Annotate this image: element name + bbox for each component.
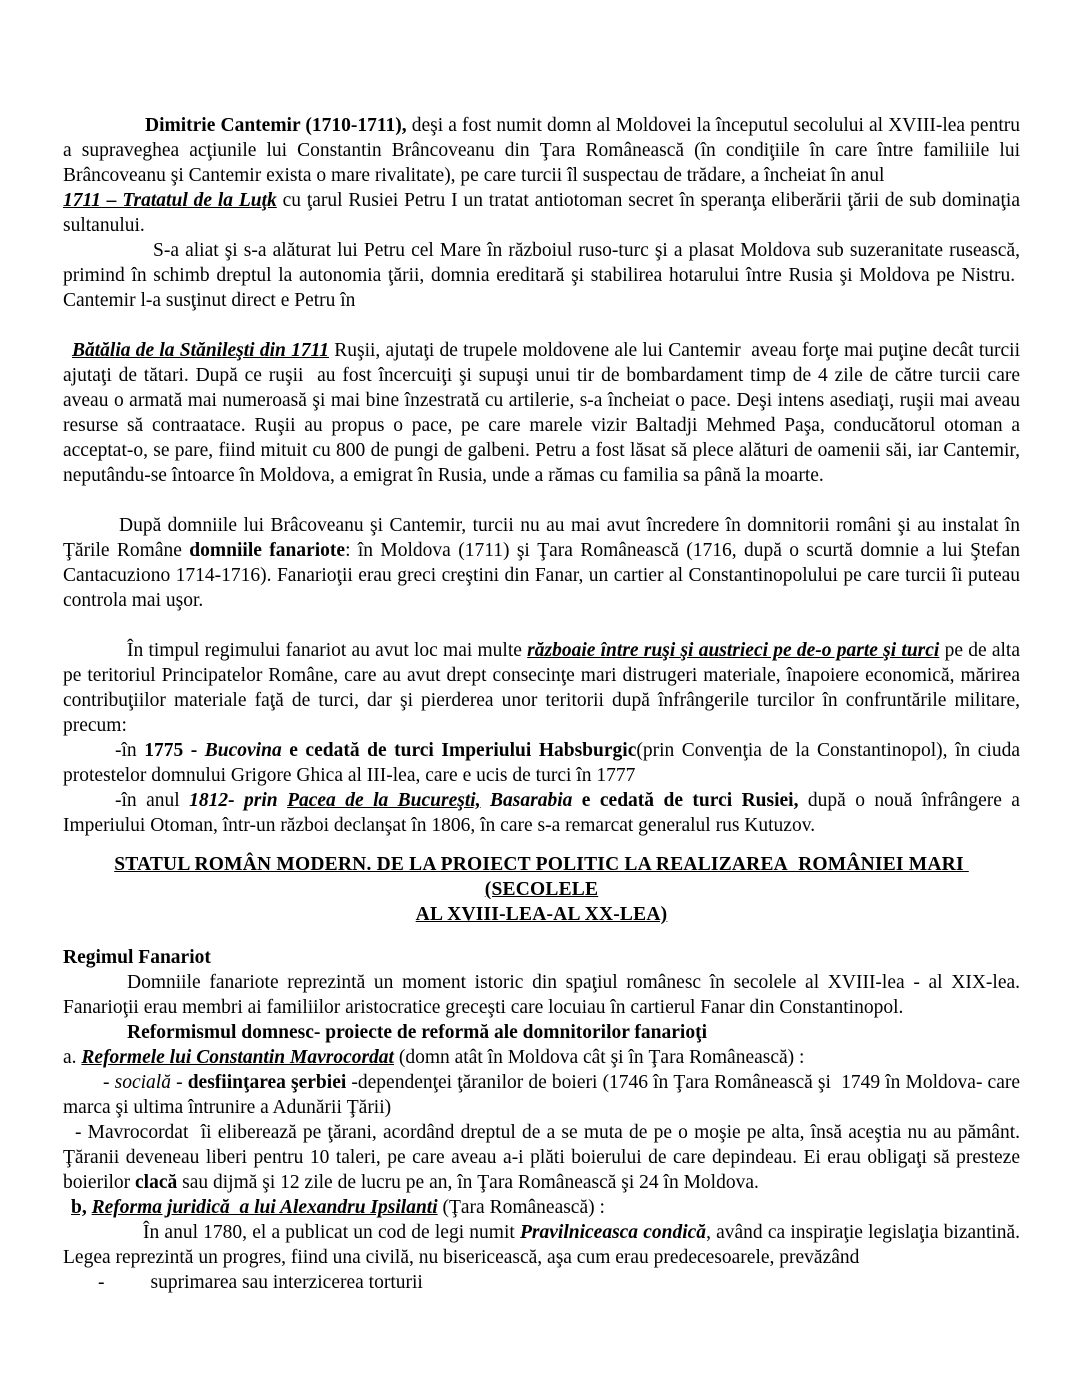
bullet-suprimarea-torturii xyxy=(63,1270,1020,1295)
text-run: suprimarea sau interzicerea torturii xyxy=(150,1272,423,1293)
text-run: domniile fanariote xyxy=(189,540,346,561)
text-run: Regimul Fanariot xyxy=(63,947,211,968)
paragraph-pravilniceasca xyxy=(63,1220,1020,1270)
section-heading xyxy=(63,852,1020,927)
text-run: a. xyxy=(63,1047,82,1068)
text-run: - xyxy=(170,1072,188,1093)
text-run: (prin Convenţia de la Constantinopol), în ciuda protestelor domnului Grigore Ghica al III-lea, care e ucis de turci în 1777 xyxy=(63,740,1021,786)
text-run: Basarabia xyxy=(480,790,573,811)
text-run: e cedată de turci Rusiei, xyxy=(572,790,799,811)
paragraph-domniile-fanariote-def xyxy=(63,970,1020,1020)
list-dash: - xyxy=(98,1272,105,1293)
text-run: S-a aliat şi s-a alăturat lui Petru cel Mare în războiul ruso-turc şi a plasat Moldova sub suzeranitate rusească, primind în schimb dreptul la autonomia ţării, domnia ereditară şi stabilirea hotarului între Rusia şi Moldova pe Nistru. Cantemir l-a susţinut direct e Petru în xyxy=(63,240,1020,311)
item-b-reforma-juridica xyxy=(63,1195,1020,1220)
text-run: după o nouă înfrângere a Imperiului Otoman, într-un război declanşat în 1806, în care s-a remarcat generalul rus Kutuzov. xyxy=(63,790,1020,836)
paragraph-razboaie xyxy=(63,638,1020,738)
paragraph-domnii-fanariote xyxy=(63,513,1020,613)
text-run: Reforma juridică a lui Alexandru Ipsilanti xyxy=(91,1197,438,1218)
text-run: cu ţarul Rusiei Petru I un tratat antiotoman secret în speranţa eliberării ţării de sub dominaţia sultanului. xyxy=(63,190,1021,236)
text-run: războaie între ruşi şi austrieci pe de-o parte şi turci xyxy=(527,640,940,661)
text-run: După domniile lui Brâcoveanu şi Cantemir, turcii nu au mai avut încredere în domnitorii români şi au instalat în Ţările Române xyxy=(63,515,1020,561)
text-run: b, xyxy=(71,1197,87,1218)
text-run: -dependenţei ţăranilor de boieri (1746 în Ţara Românească şi 1749 în Moldova- care marca şi ultima întrunire a Adunării Ţării) xyxy=(63,1072,1021,1118)
text-run: Reformele lui Constantin Mavrocordat xyxy=(81,1047,394,1068)
text-run: (Ţara Românească) : xyxy=(437,1197,605,1218)
text-run: Dimitrie Cantemir (1710-1711), xyxy=(145,115,407,136)
paragraph-aliere-petru xyxy=(63,238,1020,313)
text-run: socială xyxy=(114,1072,171,1093)
bullet-reforma-sociala xyxy=(63,1070,1020,1120)
text-run: Bucovina xyxy=(204,740,282,761)
paragraph-batalia-stanilesti xyxy=(63,338,1020,488)
bullet-1812-basarabia xyxy=(63,788,1020,838)
text-run: În timpul regimului fanariot au avut loc mai multe xyxy=(127,640,528,661)
text-run: 1775 - xyxy=(144,740,205,761)
bullet-mavrocordat-eliberare xyxy=(63,1120,1020,1195)
text-run: -în anul xyxy=(115,790,190,811)
text-run: Ruşii, ajutaţi de trupele moldovene ale lui Cantemir aveau forţe mai puţine decât turcii ajutaţi de tătari. După ce ruşii au fost încercuiţi şi supuşi unui tir de bombardament timp de 4 zile de către turcii care aveau o armată mai numeroasă şi mai bine înzestrată cu artilerie, s-a încheiat o pace. Deşi intens asediaţi, ruşii mai aveau resurse să contraatace. Ruşii au propus o pace, pe care marele vizir Baltadji Mehmed Paşa, conducătorul otoman a acceptat-o, se pare, fiind mituit cu 800 de pungi de galbeni. Petru a fost lăsat să plece alături de oamenii săi, iar Cantemir, neputându-se întoarce în Moldova, a emigrat în Rusia, unde a rămas cu familia sa până la moarte. xyxy=(63,340,1020,486)
text-run: - xyxy=(103,1072,115,1093)
text-run: pe de alta pe teritoriul Principatelor Române, care au avut drept consecinţe mari distrugeri materiale, înapoiere economică, mărirea contribuţiilor materiale faţă de turci, dar şi pierderea unor teritorii după înfrângerile turcilor în confruntările militare, precum: xyxy=(63,640,1020,736)
paragraph-cantemir xyxy=(63,113,1020,188)
text-run: clacă xyxy=(135,1172,178,1193)
text-run: , având ca inspiraţie legislaţia bizantină. Legea reprezintă un progres, fiind una civilă, nu bisericească, aşa cum erau predecesoarele, prevăzând xyxy=(63,1222,1020,1268)
subheading-reformismul xyxy=(63,1020,1020,1045)
text-run: Domniile fanariote reprezintă un moment istoric din spaţiul românesc în secolele al XVIII-lea - al XIX-lea. Fanarioţii erau membri ai familiilor aristocratice greceşti care locuiau în cartierul Fanar din Constantinopol. xyxy=(63,972,1020,1018)
paragraph-tratat-lutk xyxy=(63,188,1020,238)
section-heading-line2: AL XVIII-LEA-AL XX-LEA) xyxy=(415,904,668,925)
text-run: Reformismul domnesc- proiecte de reformă ale domnitorilor fanarioţi xyxy=(127,1022,708,1043)
text-run: : în Moldova (1711) şi Ţara Românească (1716, după o scurtă domnie a lui Ştefan Cantacuziono 1714-1716). Fanarioţii erau greci creştini din Fanar, un cartier al Constantinopolului pe care turcii îi puteau controla mai uşor. xyxy=(63,540,1020,611)
text-run: sau dijmă şi 12 zile de lucru pe an, în Ţara Românească şi 24 în Moldova. xyxy=(177,1172,759,1193)
text-run: e cedată de turci Imperiului Habsburgic xyxy=(281,740,637,761)
text-run: 1711 – Tratatul de la Luţk xyxy=(63,190,277,211)
subheading-regimul-fanariot xyxy=(63,945,1020,970)
item-a-reformele-mavrocordat xyxy=(63,1045,1020,1070)
text-run: deşi a fost numit domn al Moldovei la începutul secolului al XVIII-lea pentru a supraveghea acţiunile lui Constantin Brâncoveanu din Ţara Românească (în condiţiile în care între familiile lui Brâncoveanu şi Cantemir exista o mare rivalitate), pe care turcii îl suspectau de trădare, a încheiat în anul xyxy=(63,115,1020,186)
text-run: În anul 1780, el a publicat un cod de legi numit xyxy=(143,1222,520,1243)
text-run: Bătălia de la Stănileşti din 1711 xyxy=(72,340,329,361)
text-run: - Mavrocordat îi eliberează pe ţărani, acordând dreptul de a se muta de pe o moşie pe alta, însă aceştia nu au pământ. Ţăranii deveneau liberi pentru 10 taleri, pe care aveau a-i plăti boierului de care depindeau. Ei erau obligaţi să presteze boierilor xyxy=(63,1122,1020,1193)
bullet-1775-bucovina xyxy=(63,738,1020,788)
text-run: Pravilniceasca condică xyxy=(520,1222,707,1243)
section-heading-line1: STATUL ROMÂN MODERN. DE LA PROIECT POLITIC LA REALIZAREA ROMÂNIEI MARI (SECOLELE xyxy=(114,854,969,900)
text-run: Pacea de la Bucureşti, xyxy=(287,790,481,811)
text-run: 1812- prin xyxy=(189,790,288,811)
text-run: -în xyxy=(115,740,145,761)
text-run: desfiinţarea şerbiei xyxy=(187,1072,347,1093)
text-run: (domn atât în Moldova cât şi în Ţara Românească) : xyxy=(393,1047,805,1068)
